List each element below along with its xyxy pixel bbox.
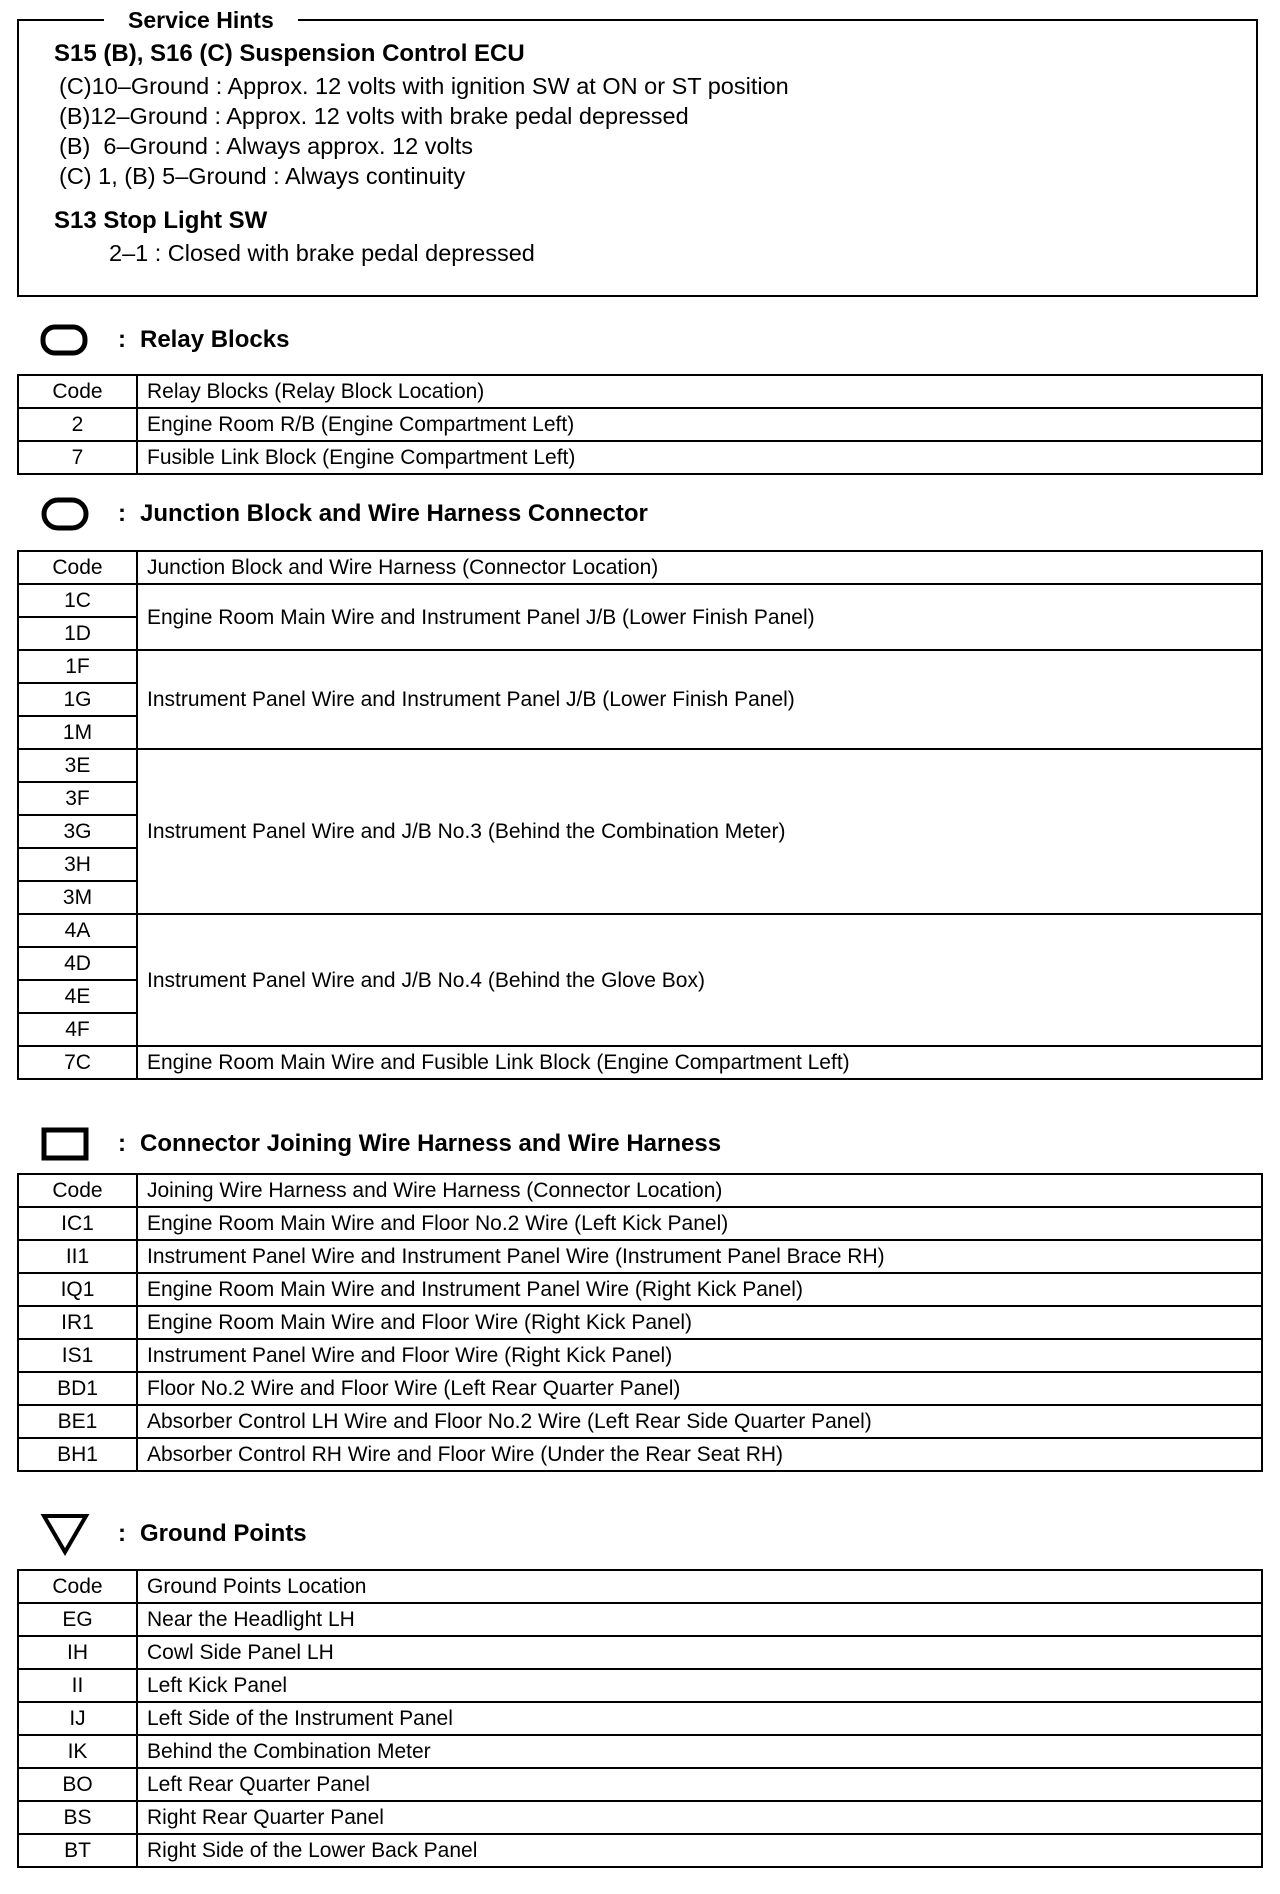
code-cell: 3F <box>18 782 137 815</box>
code-cell: 4E <box>18 980 137 1013</box>
code-cell: 2 <box>18 408 137 441</box>
table-row <box>18 1405 1262 1438</box>
code-cell: IH <box>18 1636 137 1669</box>
table-header-row <box>18 375 1262 408</box>
code-cell: IJ <box>18 1702 137 1735</box>
code-header: Code <box>18 1174 137 1207</box>
ground-points-heading <box>40 1512 307 1556</box>
table-row <box>18 1702 1262 1735</box>
table-row <box>18 650 1262 683</box>
code-cell: II1 <box>18 1240 137 1273</box>
hint-title: S15 (B), S16 (C) Suspension Control ECU <box>54 40 525 67</box>
location-cell: Engine Room Main Wire and Instrument Panel J/B (Lower Finish Panel) <box>137 584 1262 650</box>
table-row <box>18 1801 1262 1834</box>
hint-line: (B) 6–Ground : Always approx. 12 volts <box>59 133 474 159</box>
code-cell: BE1 <box>18 1405 137 1438</box>
code-cell: 4F <box>18 1013 137 1046</box>
location-cell: Near the Headlight LH <box>137 1603 1262 1636</box>
location-cell: Absorber Control RH Wire and Floor Wire (Under the Rear Seat RH) <box>137 1438 1262 1471</box>
code-cell: 3H <box>18 848 137 881</box>
triangle-down-icon <box>40 1512 90 1556</box>
section-title: Connector Joining Wire Harness and Wire Harness <box>140 1130 722 1157</box>
code-cell: 3G <box>18 815 137 848</box>
location-cell: Engine Room Main Wire and Fusible Link Block (Engine Compartment Left) <box>137 1046 1262 1079</box>
code-header: Code <box>18 375 137 408</box>
location-cell: Instrument Panel Wire and Instrument Panel Wire (Instrument Panel Brace RH) <box>137 1240 1262 1273</box>
code-cell: 1G <box>18 683 137 716</box>
service-hints-box <box>17 7 1258 297</box>
table-header-row <box>18 1570 1262 1603</box>
hint-line: (C) 1, (B) 5–Ground : Always continuity <box>59 163 466 189</box>
relay-blocks-heading <box>40 318 289 362</box>
table-row <box>18 1669 1262 1702</box>
code-cell: II <box>18 1669 137 1702</box>
code-cell: BH1 <box>18 1438 137 1471</box>
table-row <box>18 749 1262 782</box>
table-row <box>18 408 1262 441</box>
hint-block-suspension-ecu <box>54 39 789 191</box>
location-cell: Right Side of the Lower Back Panel <box>137 1834 1262 1867</box>
location-cell: Engine Room Main Wire and Instrument Panel Wire (Right Kick Panel) <box>137 1273 1262 1306</box>
table-row <box>18 1306 1262 1339</box>
code-cell: EG <box>18 1603 137 1636</box>
junction-block-heading <box>40 492 648 536</box>
location-cell: Right Rear Quarter Panel <box>137 1801 1262 1834</box>
oval-thick-icon <box>40 492 90 536</box>
location-cell: Floor No.2 Wire and Floor Wire (Left Rear Quarter Panel) <box>137 1372 1262 1405</box>
code-cell: 3M <box>18 881 137 914</box>
code-cell: 1M <box>18 716 137 749</box>
location-cell: Engine Room R/B (Engine Compartment Left) <box>137 408 1262 441</box>
location-cell: Engine Room Main Wire and Floor Wire (Right Kick Panel) <box>137 1306 1262 1339</box>
hint-title: S13 Stop Light SW <box>54 207 268 234</box>
connector-table <box>17 1173 1263 1472</box>
hint-line: 2–1 : Closed with brake pedal depressed <box>109 240 535 266</box>
code-cell: BT <box>18 1834 137 1867</box>
location-cell: Left Kick Panel <box>137 1669 1262 1702</box>
rounded-rect-thick-icon <box>40 318 90 362</box>
table-row <box>18 1339 1262 1372</box>
table-row <box>18 1207 1262 1240</box>
section-title: Junction Block and Wire Harness Connector <box>140 500 648 527</box>
code-header: Code <box>18 551 137 584</box>
hint-line: (C)10–Ground : Approx. 12 volts with ignition SW at ON or ST position <box>59 73 789 99</box>
location-header: Junction Block and Wire Harness (Connector Location) <box>137 551 1262 584</box>
location-cell: Instrument Panel Wire and Floor Wire (Right Kick Panel) <box>137 1339 1262 1372</box>
code-cell: IS1 <box>18 1339 137 1372</box>
location-cell: Cowl Side Panel LH <box>137 1636 1262 1669</box>
location-cell: Instrument Panel Wire and Instrument Panel J/B (Lower Finish Panel) <box>137 650 1262 749</box>
location-cell: Instrument Panel Wire and J/B No.3 (Behind the Combination Meter) <box>137 749 1262 914</box>
code-cell: 1C <box>18 584 137 617</box>
heading-colon: : <box>118 1520 126 1547</box>
table-row <box>18 1240 1262 1273</box>
section-title: Ground Points <box>140 1520 307 1547</box>
location-cell: Fusible Link Block (Engine Compartment Left) <box>137 441 1262 474</box>
code-cell: IK <box>18 1735 137 1768</box>
code-cell: BD1 <box>18 1372 137 1405</box>
code-cell: 7C <box>18 1046 137 1079</box>
heading-colon: : <box>118 326 126 353</box>
hint-block-stop-light-sw <box>54 206 535 268</box>
code-cell: 1F <box>18 650 137 683</box>
table-row <box>18 1273 1262 1306</box>
ground-points-table <box>17 1569 1263 1868</box>
code-cell: BS <box>18 1801 137 1834</box>
location-header: Ground Points Location <box>137 1570 1262 1603</box>
code-cell: IQ1 <box>18 1273 137 1306</box>
table-row <box>18 441 1262 474</box>
table-row <box>18 1636 1262 1669</box>
table-row <box>18 1372 1262 1405</box>
table-row <box>18 1768 1262 1801</box>
location-cell: Left Side of the Instrument Panel <box>137 1702 1262 1735</box>
table-row <box>18 584 1262 617</box>
code-cell: IC1 <box>18 1207 137 1240</box>
table-row <box>18 1834 1262 1867</box>
code-cell: BO <box>18 1768 137 1801</box>
junction-block-table <box>17 550 1263 1080</box>
code-header: Code <box>18 1570 137 1603</box>
location-cell: Absorber Control LH Wire and Floor No.2 Wire (Left Rear Side Quarter Panel) <box>137 1405 1262 1438</box>
heading-colon: : <box>118 500 126 527</box>
heading-colon: : <box>118 1130 126 1157</box>
location-cell: Behind the Combination Meter <box>137 1735 1262 1768</box>
table-row <box>18 914 1262 947</box>
code-cell: IR1 <box>18 1306 137 1339</box>
table-header-row <box>18 1174 1262 1207</box>
section-title: Relay Blocks <box>140 326 290 353</box>
service-hints-title: Service Hints <box>104 7 298 33</box>
code-cell: 7 <box>18 441 137 474</box>
hint-line: (B)12–Ground : Approx. 12 volts with brake pedal depressed <box>59 103 689 129</box>
relay-blocks-table <box>17 374 1263 475</box>
code-cell: 1D <box>18 617 137 650</box>
table-row <box>18 1046 1262 1079</box>
location-cell: Instrument Panel Wire and J/B No.4 (Behind the Glove Box) <box>137 914 1262 1046</box>
location-header: Relay Blocks (Relay Block Location) <box>137 375 1262 408</box>
connector-heading <box>40 1122 721 1166</box>
table-header-row <box>18 551 1262 584</box>
table-row <box>18 1438 1262 1471</box>
table-row <box>18 1603 1262 1636</box>
location-cell: Engine Room Main Wire and Floor No.2 Wire (Left Kick Panel) <box>137 1207 1262 1240</box>
location-cell: Left Rear Quarter Panel <box>137 1768 1262 1801</box>
code-cell: 3E <box>18 749 137 782</box>
code-cell: 4D <box>18 947 137 980</box>
code-cell: 4A <box>18 914 137 947</box>
location-header: Joining Wire Harness and Wire Harness (Connector Location) <box>137 1174 1262 1207</box>
square-thick-icon <box>40 1122 90 1166</box>
table-row <box>18 1735 1262 1768</box>
